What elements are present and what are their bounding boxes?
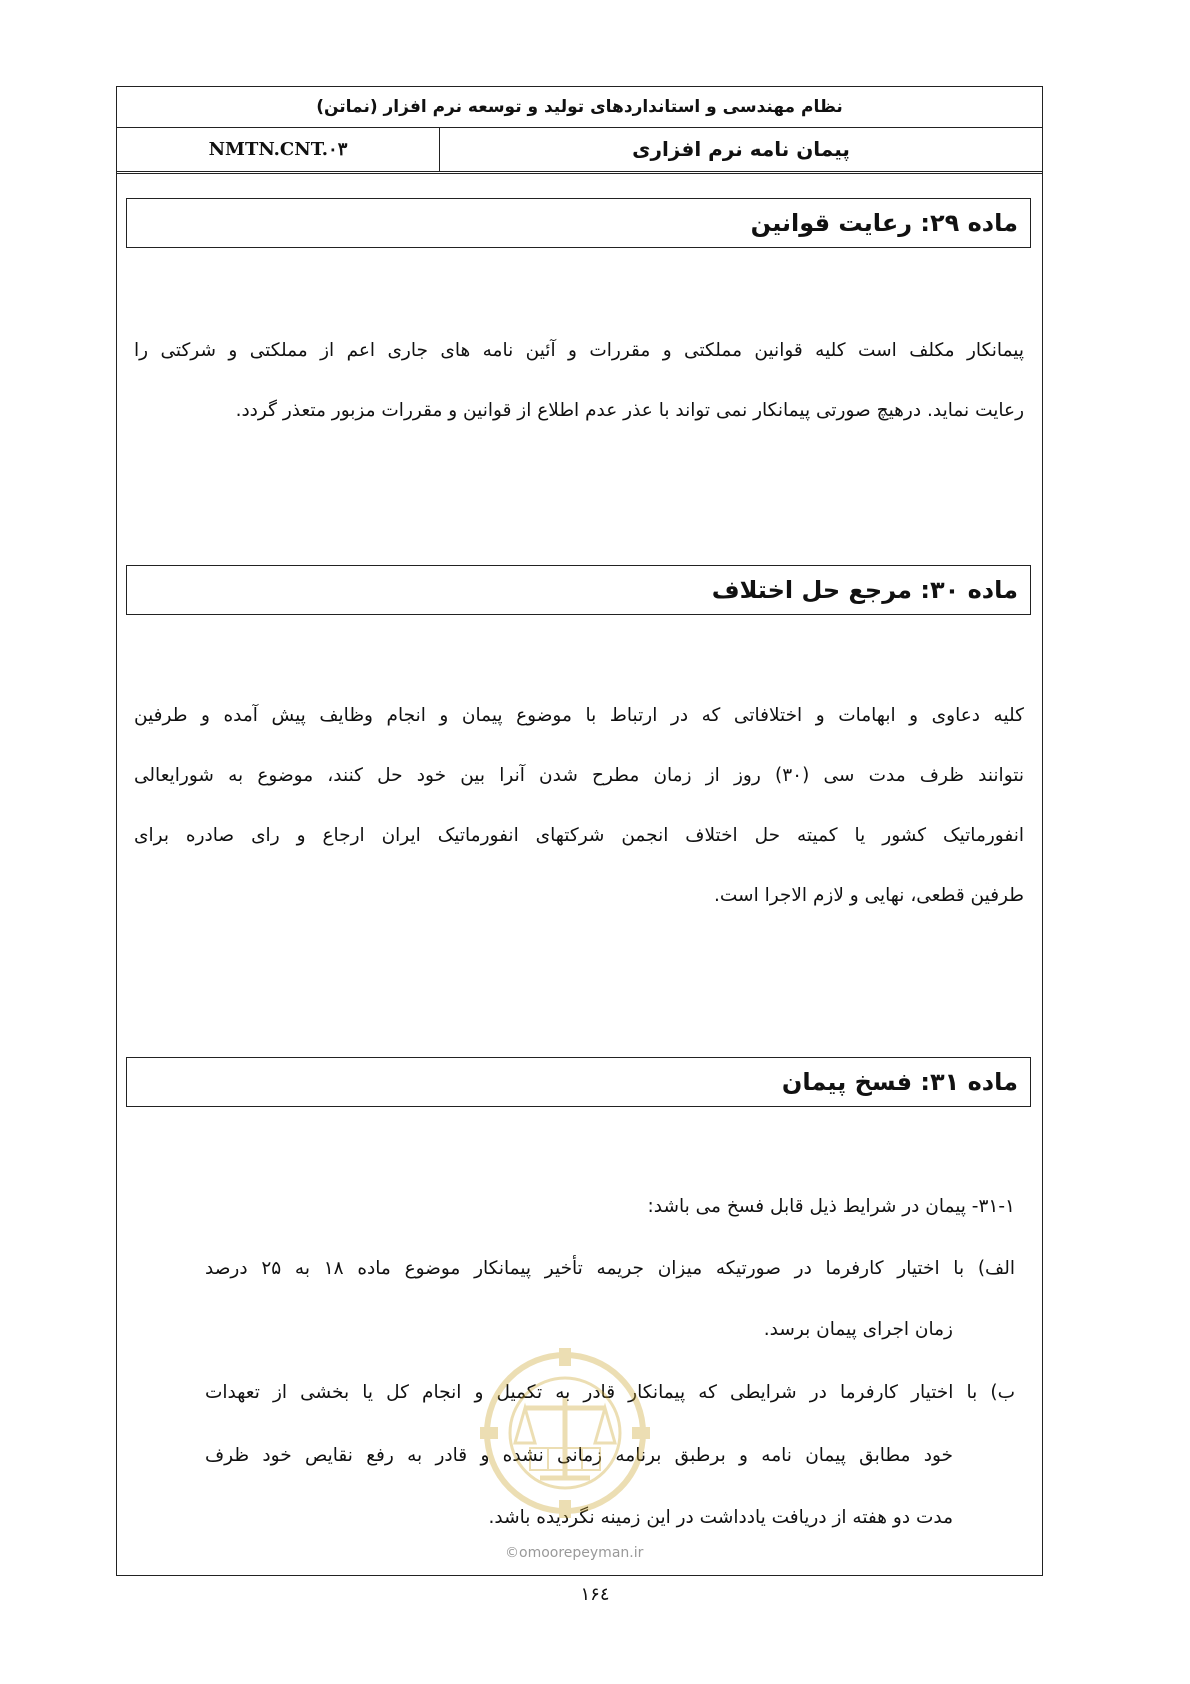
doc-code: NMTN.CNT.۰۳	[117, 127, 440, 171]
item-b-line: مدت دو هفته از دریافت یادداشت در این زمینه نگردیده باشد.	[488, 1507, 953, 1528]
article-30-body	[134, 686, 1024, 926]
article-31-intro: ۳۱-۱- پیمان در شرایط ذیل قابل فسخ می باشد:	[647, 1196, 1015, 1217]
article-30-heading: ماده ۳۰: مرجع حل اختلاف	[126, 565, 1031, 615]
watermark-site	[505, 1545, 643, 1561]
header-divider	[117, 173, 1042, 174]
watermark-logo-icon	[470, 1328, 660, 1528]
org-title: نظام مهندسی و استانداردهای تولید و توسعه نرم افزار (نماتن)	[117, 87, 1042, 128]
item-b-line: ب) با اختیار کارفرما در شرایطی که پیمانکار قادر به تکمیل و انجام کل یا بخشی از تعهدات	[205, 1382, 1015, 1403]
page-number: ۱۶٤	[580, 1584, 610, 1605]
article-29-heading: ماده ۲۹: رعایت قوانین	[126, 198, 1031, 248]
header-row	[117, 127, 1042, 172]
article-31-heading: ماده ۳۱: فسخ پیمان	[126, 1057, 1031, 1107]
article-30-line: نتوانند ظرف مدت سی (۳۰) روز از زمان مطرح شدن آنرا بین خود حل کنند، موضوع به شورایعالی	[134, 765, 1024, 786]
watermark-site-text: omoorepeyman.ir	[519, 1545, 644, 1561]
article-29-body	[134, 321, 1024, 441]
article-29-line: پیمانکار مکلف است کلیه قوانین مملکتی و مقررات و آئین نامه های جاری اعم از مملکتی و شرکتی را	[134, 340, 1024, 361]
doc-title: پیمان نامه نرم افزاری	[632, 137, 850, 161]
item-a-line: الف) با اختیار کارفرما در صورتیکه میزان جریمه تأخیر پیمانکار موضوع ماده ۱۸ به ۲۵ درصد	[205, 1258, 1015, 1279]
article-29-line: رعایت نماید. درهیچ صورتی پیمانکار نمی تواند با عذر عدم اطلاع از قوانین و مقررات مزبور متعذر گردد.	[235, 400, 1024, 421]
article-30-line: طرفین قطعی، نهایی و لازم الاجرا است.	[714, 885, 1024, 906]
item-b-line: خود مطابق پیمان نامه و برطبق برنامه زمانی نشده و قادر به رفع نقایص خود ظرف	[205, 1445, 953, 1466]
article-30-line: انفورماتیک کشور یا کمیته حل اختلاف انجمن شرکتهای انفورماتیک ایران ارجاع و رای صادره برای	[134, 825, 1024, 846]
article-30-line: کلیه دعاوی و ابهامات و اختلافاتی که در ارتباط با موضوع پیمان و انجام وظایف پیش آمده و طرفین	[134, 705, 1024, 726]
item-a-line: زمان اجرای پیمان برسد.	[763, 1319, 953, 1340]
watermark-circle-icon: ©	[505, 1545, 519, 1561]
